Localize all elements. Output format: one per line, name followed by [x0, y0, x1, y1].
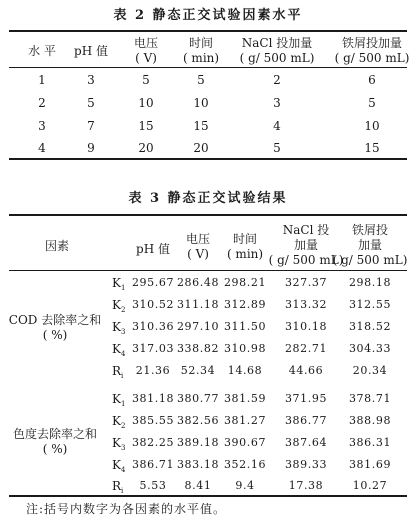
- table3-cell: 338.82: [176, 342, 220, 355]
- table3-cell: 312.89: [223, 298, 267, 311]
- table2-cell: 15: [193, 119, 209, 133]
- table2-cell: 4: [38, 141, 46, 155]
- table2-header-rule: [9, 67, 407, 68]
- table3-cell: 382.56: [176, 414, 220, 427]
- table3-header-time: 时间: [232, 232, 258, 246]
- table2-cell: 5: [142, 73, 150, 87]
- table3-cell: 380.77: [176, 392, 220, 405]
- table2-cell: 1: [38, 73, 46, 87]
- table2-cell: 5: [197, 73, 205, 87]
- table3-cell: 295.67: [131, 276, 175, 289]
- table3-cell: 312.55: [348, 298, 392, 311]
- table2-top-rule: [9, 30, 407, 32]
- table3-cell: 385.55: [131, 414, 175, 427]
- table3-cell: 298.18: [348, 276, 392, 289]
- row-key: $K_1$: [112, 392, 126, 408]
- table2-cell: 10: [138, 96, 154, 110]
- table3-header-time-unit: ( min): [226, 247, 264, 261]
- table3-header-nacl-2: 加量: [293, 238, 319, 252]
- table3-cell: 304.33: [348, 342, 392, 355]
- table3-header-rule: [9, 270, 407, 271]
- table2-cell: 15: [138, 119, 154, 133]
- row-key: $K_1$: [112, 276, 126, 292]
- table3-cell: 5.53: [139, 479, 167, 492]
- table2-cell: 10: [193, 96, 209, 110]
- table2-cell: 6: [368, 73, 376, 87]
- table2-cell: 10: [364, 119, 380, 133]
- table3-cell: 310.18: [284, 320, 328, 333]
- table2-cell: 5: [273, 141, 281, 155]
- table3-cell: 318.52: [348, 320, 392, 333]
- table3-cell: 389.33: [284, 458, 328, 471]
- row-key: $K_3$: [112, 436, 126, 452]
- table2-cell: 3: [87, 73, 95, 87]
- table3-cell: 17.38: [288, 479, 324, 492]
- table3-cell: 386.77: [284, 414, 328, 427]
- table3-header-voltage: 电压: [185, 232, 211, 246]
- group-label-cod-unit: ( %): [42, 328, 68, 342]
- row-key: $K_2$: [112, 414, 126, 430]
- table3-cell: 310.36: [131, 320, 175, 333]
- table2-cell: 2: [273, 73, 281, 87]
- table3-header-iron-2: 加量: [357, 238, 383, 252]
- table3-bottom-rule: [9, 495, 407, 497]
- row-key: $K_4$: [112, 458, 126, 474]
- table2-header-time: 时间: [188, 36, 214, 50]
- table3-cell: 9.4: [235, 479, 255, 492]
- table2-cell: 9: [87, 141, 95, 155]
- table2-cell: 4: [273, 119, 281, 133]
- table2-header-level: 水 平: [28, 44, 56, 58]
- table2-cell: 5: [87, 96, 95, 110]
- table2-header-voltage: 电压: [133, 36, 159, 50]
- table2-header-time-unit: ( min): [182, 51, 220, 65]
- table3-header-ph: pH 值: [136, 242, 170, 256]
- table2-cell: 7: [87, 119, 95, 133]
- table3-cell: 352.16: [223, 458, 267, 471]
- table3-cell: 282.71: [284, 342, 328, 355]
- table3-cell: 383.18: [176, 458, 220, 471]
- table3-cell: 386.31: [348, 436, 392, 449]
- table2-cell: 2: [38, 96, 46, 110]
- table3-cell: 311.50: [223, 320, 267, 333]
- table3-header-voltage-unit: ( V): [187, 247, 209, 261]
- table-footnote: 注:括号内数字为各因素的水平值。: [26, 502, 227, 516]
- row-key: $R_i$: [112, 479, 124, 495]
- table3-cell: 14.68: [227, 364, 263, 377]
- table3-cell: 311.18: [176, 298, 220, 311]
- table2-header-voltage-unit: ( V): [135, 51, 157, 65]
- table2-header-nacl-unit: ( g/ 500 mL): [239, 51, 315, 65]
- table3-cell: 381.69: [348, 458, 392, 471]
- table3-header-iron-3: ( g/ 500 mL): [332, 253, 408, 267]
- table3-header-factor: 因素: [44, 239, 70, 253]
- table3-cell: 10.27: [352, 479, 388, 492]
- table2-cell: 20: [138, 141, 154, 155]
- table2-header-iron: 铁屑投加量: [341, 36, 403, 50]
- table3-cell: 21.36: [135, 364, 171, 377]
- table3-cell: 8.41: [184, 479, 212, 492]
- table3-top-rule: [9, 214, 407, 216]
- table2-header-iron-unit: ( g/ 500 mL): [334, 51, 410, 65]
- row-key: $K_4$: [112, 342, 126, 358]
- table3-cell: 310.98: [223, 342, 267, 355]
- table3-cell: 387.64: [284, 436, 328, 449]
- table3-cell: 386.71: [131, 458, 175, 471]
- table3-cell: 286.48: [176, 276, 220, 289]
- table3-cell: 371.95: [284, 392, 328, 405]
- table3-cell: 390.67: [223, 436, 267, 449]
- row-key: $K_3$: [112, 320, 126, 336]
- row-key: $K_2$: [112, 298, 126, 314]
- table2-cell: 15: [364, 141, 380, 155]
- table2-title: 表 2 静态正交试验因素水平: [113, 8, 303, 23]
- table3-cell: 313.32: [284, 298, 328, 311]
- group-label-color-unit: ( %): [42, 442, 68, 456]
- group-label-color: 色度去除率之和: [12, 427, 98, 441]
- table3-cell: 381.27: [223, 414, 267, 427]
- row-key: $R_i$: [112, 364, 124, 380]
- table3-cell: 388.98: [348, 414, 392, 427]
- table3-cell: 327.37: [284, 276, 328, 289]
- table3-header-iron-1: 铁屑投: [351, 223, 389, 237]
- table3-cell: 52.34: [180, 364, 216, 377]
- table3-cell: 310.52: [131, 298, 175, 311]
- table3-cell: 382.25: [131, 436, 175, 449]
- table3-cell: 381.59: [223, 392, 267, 405]
- table3-cell: 317.03: [131, 342, 175, 355]
- table2-header-ph: pH 值: [74, 44, 108, 58]
- table3-cell: 378.71: [348, 392, 392, 405]
- table3-header-nacl-1: NaCl 投: [282, 223, 330, 237]
- table3-cell: 389.18: [176, 436, 220, 449]
- group-label-cod: COD 去除率之和: [8, 313, 102, 327]
- table3-cell: 20.34: [352, 364, 388, 377]
- table3-header-nacl-3: ( g/ 500 mL): [268, 253, 344, 267]
- table2-header-nacl: NaCl 投加量: [241, 36, 313, 50]
- table2-cell: 3: [38, 119, 46, 133]
- table3-title: 表 3 静态正交试验结果: [128, 191, 288, 206]
- table2-cell: 5: [368, 96, 376, 110]
- table3-cell: 297.10: [176, 320, 220, 333]
- table3-cell: 381.18: [131, 392, 175, 405]
- table2-cell: 3: [273, 96, 281, 110]
- table3-cell: 298.21: [223, 276, 267, 289]
- table2-cell: 20: [193, 141, 209, 155]
- table2-bottom-rule: [9, 158, 407, 160]
- table3-cell: 44.66: [288, 364, 324, 377]
